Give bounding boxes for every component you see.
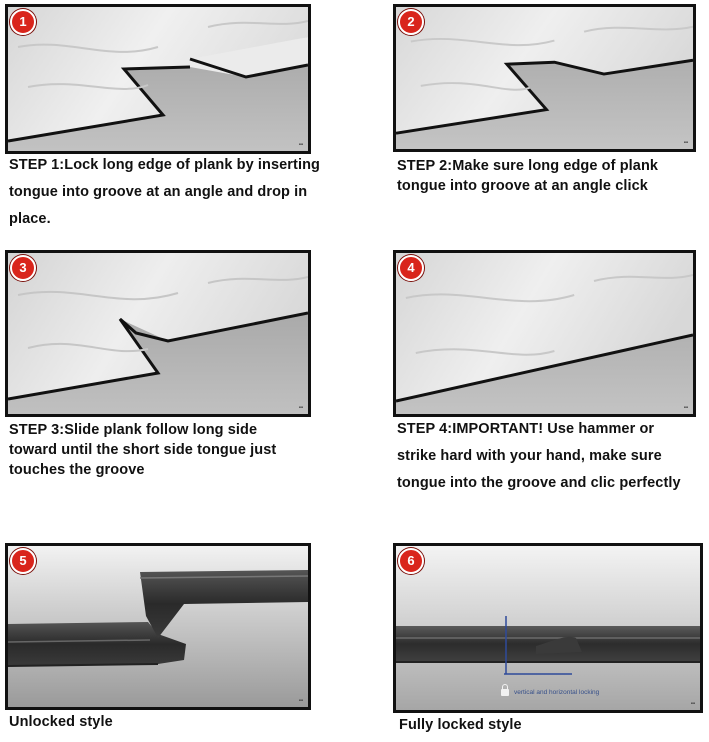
step-3-caption: STEP 3:Slide plank follow long side toward until the short side tongue just touches the groove (9, 422, 277, 478)
step-3-image (5, 250, 311, 417)
step-number-badge: 6 (398, 548, 424, 574)
watermark-mark: ▪▪ (683, 405, 688, 411)
step-number-badge: 3 (10, 255, 36, 281)
step-4-image (393, 250, 696, 417)
step-6-image (393, 543, 703, 713)
step-5-caption: Unlocked style (9, 714, 113, 730)
step-2-caption: STEP 2:Make sure long edge of plank tongue into groove at an angle click (397, 158, 659, 194)
step-number-badge: 1 (10, 9, 36, 35)
step-1-illustration (8, 7, 308, 151)
watermark-mark: ▪▪ (298, 698, 303, 704)
step-4-illustration (396, 253, 693, 414)
step-4-caption: STEP 4:IMPORTANT! Use hammer or strike hard with your hand, make sure tongue into the groove and clic perfectly (397, 421, 681, 491)
step-2-image (393, 4, 696, 152)
step-6-illustration (396, 546, 700, 710)
watermark-mark: ▪▪ (683, 140, 688, 146)
watermark-mark: ▪▪ (298, 142, 303, 148)
step-5-illustration (8, 546, 308, 707)
step-6-caption: Fully locked style (399, 717, 522, 733)
step-number-badge: 4 (398, 255, 424, 281)
watermark-mark: ▪▪ (690, 701, 695, 707)
step-number-badge: 5 (10, 548, 36, 574)
step-1-caption: STEP 1:Lock long edge of plank by inserting tongue into groove at an angle and drop in place. (9, 157, 320, 227)
step-3-illustration (8, 253, 308, 414)
locking-annotation: vertical and horizontal locking (514, 689, 600, 696)
step-5-image (5, 543, 311, 710)
step-number-badge: 2 (398, 9, 424, 35)
lock-icon (501, 689, 509, 696)
watermark-mark: ▪▪ (298, 405, 303, 411)
step-2-illustration (396, 7, 693, 149)
step-1-image (5, 4, 311, 154)
